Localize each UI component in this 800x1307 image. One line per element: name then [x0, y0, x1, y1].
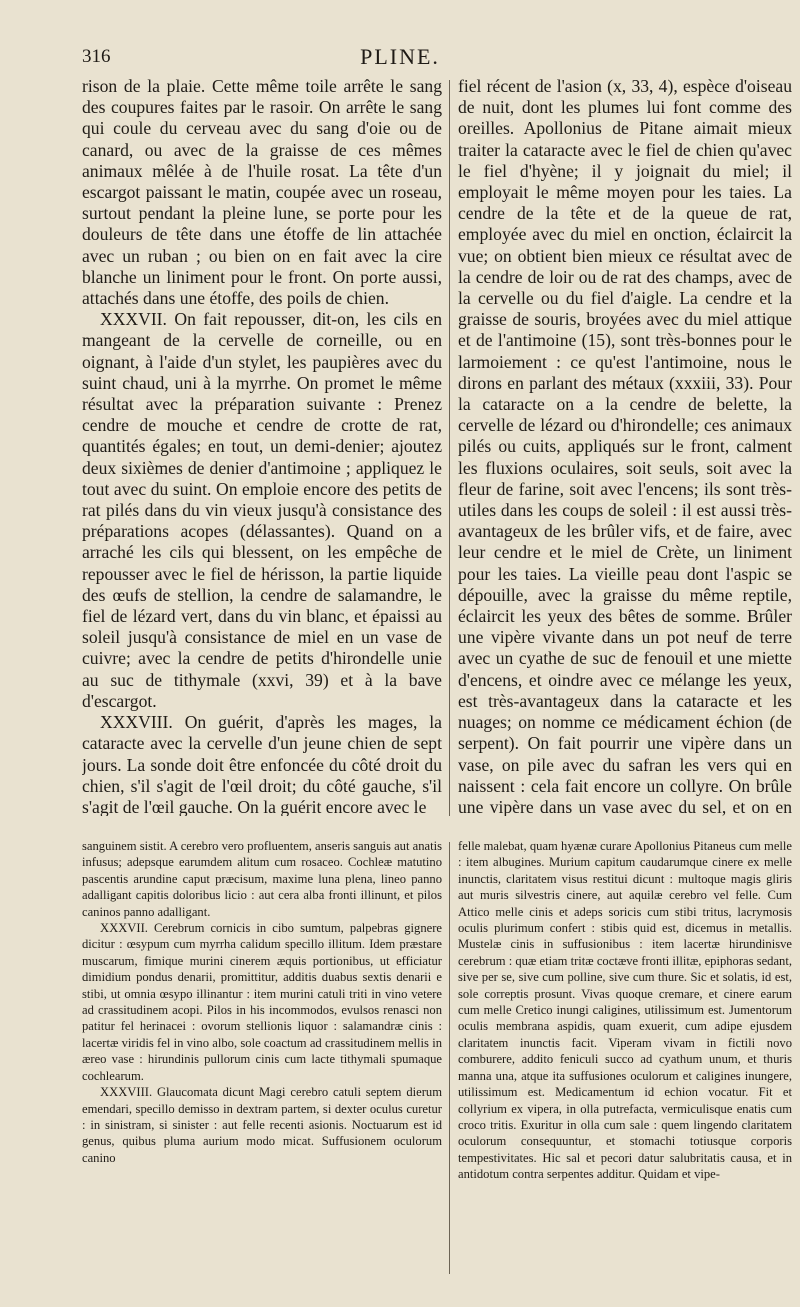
paragraph-text: fiel récent de l'asion (x, 33, 4), espèce d'oiseau de nuit, dont les plumes lui font comme des oreilles. Apollonius de Pitane aimait mieux traiter la cataracte avec le fiel de chien qu'avec le fiel d'hyène; il y joignait du miel; il employait le même moyen pour les taies. La cendre de la tête et de la queue de rat, employée avec du miel en onction, éclaircit la vue; on obtient bien mieux ce résultat avec de la cendre de loir ou de rat des champs, avec de la cervelle ou du fiel d'aigle. La cendre et la graisse de souris, broyées avec du miel attique et de l'antimoine (15), sont très-bonnes pour le larmoiement : ce qu'est l'antimoine, nous le dirons en parlant des métaux (xxxiii, 33). Pour la cataracte on a la cendre de belette, la cervelle de lézard ou d'hirondelle; ces animaux pilés ou cuits, appliqués sur le front, calment les fluxions oculaires, soit seuls, soit avec la fleur de farine, soit avec l'encens; ils sont très-utiles dans les coups de soleil : il est aussi très-avantageux de les brûler vifs, et de faire, avec leur cendre et le miel de Crète, un liniment pour les taies. La vieille peau dont l'aspic se dépouille, avec la graisse du même reptile, éclaircit les yeux des bêtes de somme. Brûler une vipère vivante dans un pot neuf de terre avec un cyathe de suc de fenouil et une miette d'encens, et oindre avec ce mélange les yeux, est très-avantageux dans la cataracte et les nuages; on nomme ce médicament échion (de serpent). On fait pourrir une vipère dans un vase, on pile avec du safran les vers qui en naissent : cela fait encore un collyre. On brûle une vipère dans un vase avec du sel, et on en — [458, 76, 792, 816]
paragraph — [82, 1084, 442, 1166]
paragraph-text: XXXVII. Cerebrum cornicis in cibo sumtum, palpebras gignere dicitur : œsypum cum myrrha calidum specillo illitum. Idem præstare muscarum, fimique murini cinerem æquis portionibus, ut efficiatur dimidium pondus denarii, promittitur, additis duabus sextis denarii e stibi, ut omnia œsypo illinantur : item murini catuli triti in vino vetere ad crassitudinem acopi. Pilos in his incommodos, evulsos renasci non patitur fel herinacei : ovorum stellionis liquor : salamandræ cinis : lacertæ viridis fel in vino albo, sole coactum ad crassitudinem mellis in æreo vase : hirundinis pullorum cinis cum lacte tithymali spumaque cochlearum. — [82, 921, 442, 1083]
paragraph — [82, 712, 442, 816]
paragraph-text: XXXVIII. On guérit, d'après les mages, la cataracte avec la cervelle d'un jeune chien de sept jours. La sonde doit être enfoncée du côté droit du chien, s'il s'agit de l'œil droit; du côté gauche, s'il s'agit de l'œil gauche. On la guérit encore avec le — [82, 712, 442, 816]
paragraph-text: felle malebat, quam hyænæ curare Apollonius Pitaneus cum melle : item albugines. Murium capitum caudarumque cinere ex melle inunctis, claritatem visus restitui dicunt : multoque magis gliris aut muris silvestris cinere, aut aquilæ cerebro vel felle. Cum Attico melle cinis et adeps soricis cum stibi tritus, lacrymosis oculis plurimum confert : stibis quid est, dicemus in metallis. Mustelæ cinis in suffusionibus : item lacertæ hirundinisve cerebrum : quæ etiam tritæ coctæve fronti illitæ, epiphoras sedant, sive per se, sive cum polline, sive cum thure. Sic et solatis, id est, sole correptis prosunt. Vivas quoque cremare, et cinere earum cum melle Cretico inungi caligines, utilissimum est. Jumentorum oculis membrana aspidis, quam exuerit, cum adipe ejusdem claritatem inunctis facit. Viperam vivam in fictili novo comburere, addito feniculi succo ad cyathum unum, et thuris manna una, atque ita suffusiones oculorum et caligines inungere, utilissimum est. Medicamentum id echion vocatur. Fit et collyrium ex vipera, in olla putrefacta, vermiculisque enatis cum croco tritis. Exuritur in olla cum sale : quem lingendo claritatem oculorum consequuntur, et stomachi totiusque corporis tempestivitates. Hic sal et pecori datur salubritatis causa, et in antidotum contra serpentes additur. Quidam et vipe- — [458, 839, 792, 1182]
french-column-left — [82, 76, 442, 816]
paragraph-text: rison de la plaie. Cette même toile arrête le sang des coupures faites par le rasoir. On arrête le sang qui coule du cerveau avec du sang d'oie ou de canard, ou avec de la graisse de ces mêmes animaux mêlée à de l'huile rosat. La tête d'un escargot paissant le matin, coupée avec un roseau, surtout pendant la pleine lune, se porte pour les douleurs de tête dans une étoffe de lin attachée avec un ruban ; ou bien on en fait avec la cire blanche un liniment pour le front. On porte aussi, attachés dans une étoffe, des poils de chien. — [82, 76, 442, 309]
page-number: 316 — [82, 46, 111, 67]
paragraph — [82, 76, 442, 309]
french-column-right — [458, 76, 792, 816]
column-rule-top — [449, 80, 450, 816]
column-rule-bottom — [449, 842, 450, 1274]
paragraph — [82, 838, 442, 920]
latin-column-left — [82, 838, 442, 1278]
paragraph-text: sanguinem sistit. A cerebro vero profluentem, anseris sanguis aut anatis infusus; adepsque earumdem alitum cum rosaceo. Cochleæ matutino pascentis arundine caput præcisum, maxime luna plena, lineo panno adalligant capitis doloribus licio : aut cera alba fronti illinunt, et pilos caninos panno adalligant. — [82, 839, 442, 919]
latin-column-right — [458, 838, 792, 1278]
paragraph — [82, 309, 442, 712]
paragraph — [458, 76, 792, 816]
paragraph — [458, 838, 792, 1183]
paragraph-text: XXXVIII. Glaucomata dicunt Magi cerebro catuli septem dierum emendari, specillo demisso in dextram partem, si dexter oculus curetur : in sinistram, si sinister : aut felle recenti asionis. Noctuarum est id genus, quibus pluma aurium modo micat. Suffusionem oculorum canino — [82, 1085, 442, 1165]
running-head: PLINE. — [360, 44, 440, 69]
paragraph — [82, 920, 442, 1084]
paragraph-text: XXXVII. On fait repousser, dit-on, les cils en mangeant de la cervelle de corneille, ou en oignant, à l'aide d'un stylet, les paupières avec du suint chaud, uni à la myrrhe. On promet le même résultat avec la préparation suivante : Prenez cendre de mouche et cendre de crotte de rat, quantités égales; en tout, un demi-denier; ajoutez deux sixièmes de denier d'antimoine ; appliquez le tout avec du suint. On emploie encore des petits de rat pilés dans du vin vieux jusqu'à consistance des préparations acopes (délassantes). Quand on a arraché les cils qui blessent, on les empêche de repousser avec le fiel de hérisson, la partie liquide des œufs de stellion, la cendre de salamandre, le fiel de lézard vert, dans du vin blanc, et épaissi au soleil jusqu'à consistance de miel en un vase de cuivre; avec la cendre de petits d'hirondelle unie au suc de tithymale (xxvi, 39) et à la bave d'escargot. — [82, 309, 442, 711]
